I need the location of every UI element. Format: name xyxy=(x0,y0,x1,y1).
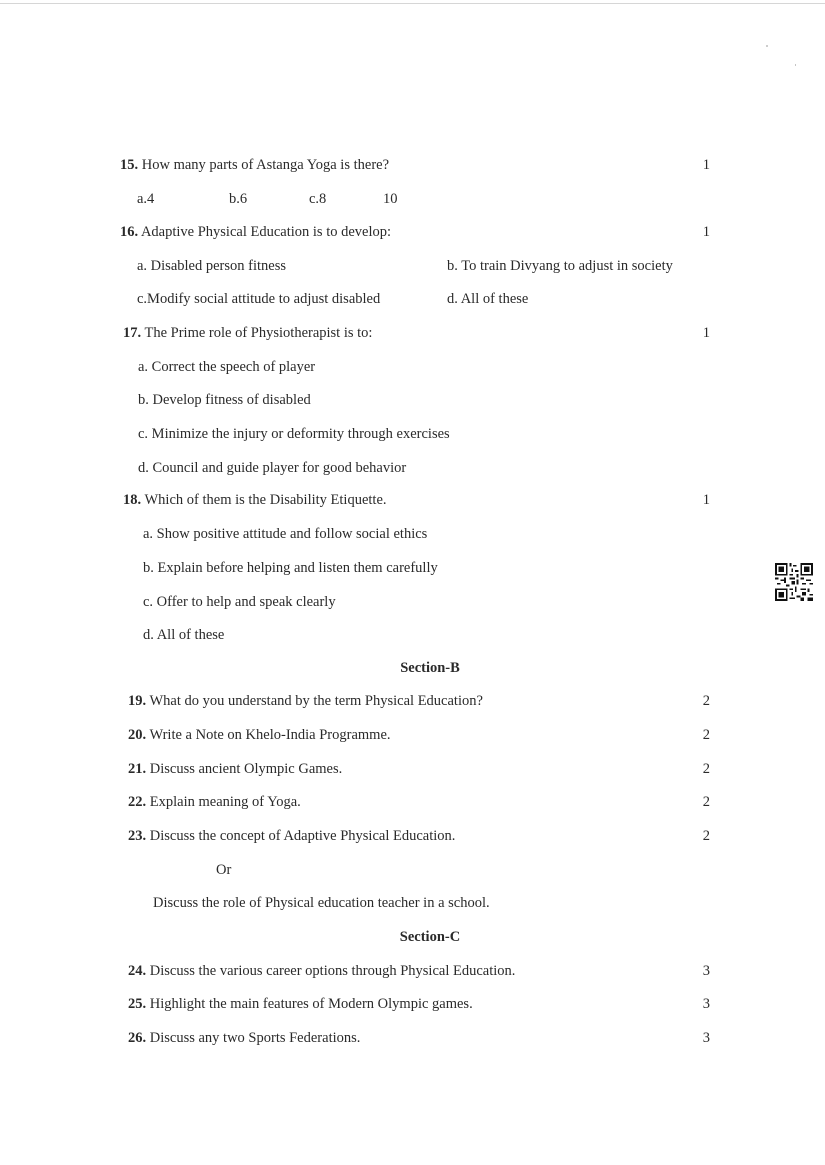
question-number: 15. xyxy=(120,157,139,173)
option-a: a.4 xyxy=(137,191,155,207)
question-24 xyxy=(128,962,515,980)
question-23 xyxy=(128,827,455,845)
question-25-mark: 3 xyxy=(702,996,710,1012)
option-c: c. Offer to help and speak clearly xyxy=(143,594,336,610)
question-22 xyxy=(128,793,301,811)
question-19 xyxy=(128,692,483,710)
question-24-mark: 3 xyxy=(702,963,710,979)
option-b: b. Develop fitness of disabled xyxy=(138,392,311,408)
question-15 xyxy=(120,156,389,174)
question-22-mark: 2 xyxy=(702,794,710,810)
page-top-edge xyxy=(0,3,825,4)
option-a: a. Correct the speech of player xyxy=(138,359,316,375)
or-label: Or xyxy=(216,862,232,878)
section-c-title: Section-C xyxy=(399,929,461,945)
question-text: How many parts of Astanga Yoga is there? xyxy=(141,157,390,173)
section-b-title: Section-B xyxy=(400,660,460,676)
question-text: Discuss the various career options through Physical Education. xyxy=(149,963,516,979)
question-19-mark: 2 xyxy=(702,693,710,709)
question-text: Discuss the concept of Adaptive Physical Education. xyxy=(149,828,456,844)
question-text: Highlight the main features of Modern Olympic games. xyxy=(149,996,473,1012)
option-b: b.6 xyxy=(229,191,248,207)
option-b: b. Explain before helping and listen them carefully xyxy=(143,560,438,576)
qr-code-icon xyxy=(775,563,813,601)
question-17-mark: 1 xyxy=(702,325,710,341)
option-c: c.8 xyxy=(309,191,327,207)
question-text: Discuss ancient Olympic Games. xyxy=(149,761,343,777)
scan-speck xyxy=(766,45,768,47)
question-18-mark: 1 xyxy=(702,492,710,508)
question-18 xyxy=(123,491,387,509)
question-17 xyxy=(123,324,372,342)
question-number: 22. xyxy=(128,794,147,810)
question-26 xyxy=(128,1029,360,1047)
question-number: 23. xyxy=(128,828,147,844)
option-c: c. Minimize the injury or deformity through exercises xyxy=(138,426,450,442)
option-a: a. Disabled person fitness xyxy=(137,258,286,274)
question-15-mark: 1 xyxy=(702,157,710,173)
option-d: d. All of these xyxy=(447,291,529,307)
option-d: 10 xyxy=(383,191,398,207)
question-20-mark: 2 xyxy=(702,727,710,743)
question-25 xyxy=(128,995,473,1013)
question-text: Explain meaning of Yoga. xyxy=(149,794,301,810)
option-b: b. To train Divyang to adjust in society xyxy=(447,258,673,274)
option-d: d. All of these xyxy=(143,627,225,643)
question-text: Write a Note on Khelo-India Programme. xyxy=(149,727,391,743)
question-20 xyxy=(128,726,391,744)
question-number: 16. xyxy=(120,224,139,240)
option-c: c.Modify social attitude to adjust disabled xyxy=(137,291,381,307)
question-text: What do you understand by the term Physical Education? xyxy=(149,693,483,709)
option-d: d. Council and guide player for good behavior xyxy=(138,460,407,476)
question-number: 18. xyxy=(123,492,142,508)
question-16-mark: 1 xyxy=(702,224,710,240)
question-26-mark: 3 xyxy=(702,1030,710,1046)
question-number: 17. xyxy=(123,325,142,341)
question-16 xyxy=(120,223,391,241)
question-number: 20. xyxy=(128,727,147,743)
question-number: 25. xyxy=(128,996,147,1012)
question-number: 19. xyxy=(128,693,147,709)
question-text: Adaptive Physical Education is to develop: xyxy=(140,224,392,240)
question-text: Which of them is the Disability Etiquette. xyxy=(144,492,387,508)
question-text: The Prime role of Physiotherapist is to: xyxy=(144,325,373,341)
question-21 xyxy=(128,760,342,778)
option-a: a. Show positive attitude and follow social ethics xyxy=(143,526,428,542)
question-text: Discuss any two Sports Federations. xyxy=(149,1030,361,1046)
question-21-mark: 2 xyxy=(702,761,710,777)
question-number: 21. xyxy=(128,761,147,777)
question-number: 24. xyxy=(128,963,147,979)
scan-speck xyxy=(795,64,796,66)
question-number: 26. xyxy=(128,1030,147,1046)
or-question-text: Discuss the role of Physical education teacher in a school. xyxy=(153,895,490,911)
question-23-mark: 2 xyxy=(702,828,710,844)
